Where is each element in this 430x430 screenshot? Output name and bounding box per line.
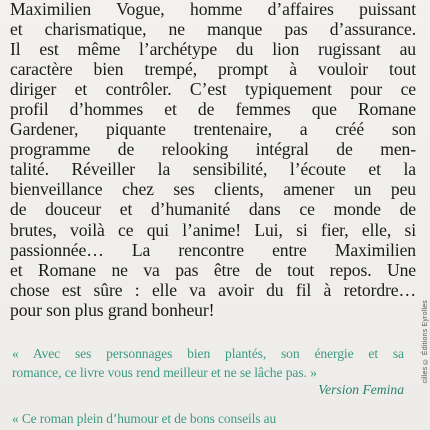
synopsis-line: et Romane ne va pas être de tout repos. Une	[10, 259, 416, 280]
synopsis-line: bienveillance chez ses clients, amener un peu	[10, 179, 416, 200]
synopsis-line: chose est sûre : elle va avoir du fil à retordre…	[10, 279, 416, 300]
synopsis-line: passionnée… La rencontre entre Maximilien	[10, 239, 416, 260]
synopsis-line: diriger et contrôler. C’est typiquement pour ce	[10, 79, 416, 100]
quote-line: romance, ce livre vous rend meilleur et ne se lâche pas. »	[12, 364, 317, 380]
synopsis-line: Il est même l’archétype du lion rugissant au	[10, 39, 416, 60]
synopsis-text	[10, 0, 416, 320]
press-quote-femina	[12, 345, 404, 382]
publisher-credit: cilles © Éditions Eyrolles	[422, 300, 429, 384]
synopsis-line: de douceur et d’humanité dans ce monde de	[10, 199, 416, 220]
press-quote-second	[12, 410, 404, 429]
synopsis-line: programme de relooking intégral de men-	[10, 139, 416, 160]
synopsis-line: pour son plus grand bonheur!	[10, 299, 215, 320]
quote-line: « Ce roman plein d’humour et de bons conseils au	[12, 411, 277, 426]
synopsis-line: brutes, voilà ce qui l’anime! Lui, si fier, elle, si	[10, 219, 416, 240]
quote-line: « Avec ses personnages bien plantés, son énergie et sa	[12, 346, 404, 361]
synopsis-line: Gardener, piquante trentenaire, a créé son	[10, 119, 416, 140]
quote-source: Version Femina	[318, 382, 404, 397]
synopsis-line: caractère bien trempé, prompt à vouloir tout	[10, 59, 416, 80]
synopsis-line: Maximilien Vogue, homme d’affaires puissant	[10, 0, 416, 19]
synopsis-line: profil d’hommes et de femmes que Romane	[10, 99, 416, 120]
synopsis-line: talité. Réveiller la sensibilité, l’écoute et la	[10, 159, 416, 180]
synopsis-line: et charismatique, ne manque pas d’assurance.	[10, 19, 416, 40]
